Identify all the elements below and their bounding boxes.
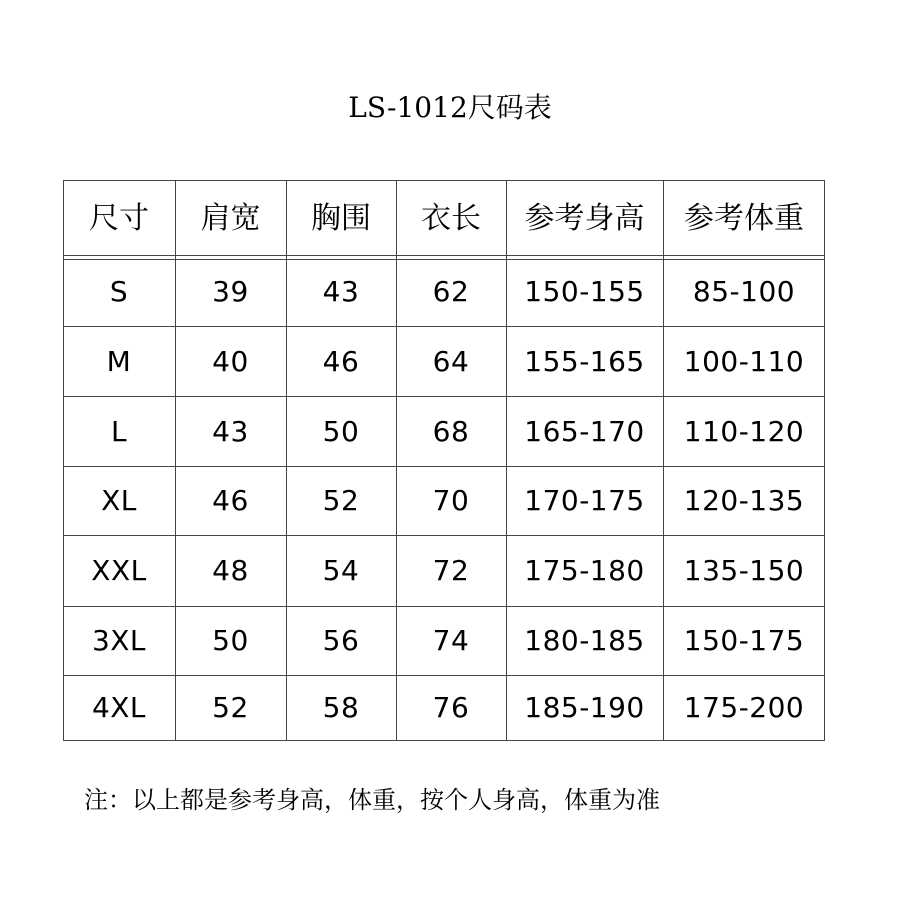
table-cell: 85-100 [692,275,796,308]
header-cell: 胸围 [311,200,371,236]
table-cell: 120-135 [683,484,805,517]
size-label-cell: M [106,344,132,378]
table-cell: 56 [322,624,360,657]
size-label-cell: XXL [91,554,147,587]
header-cell: 衣长 [421,200,481,236]
table-cell: 180-185 [524,624,645,657]
table-cell: 64 [432,344,470,378]
table-cell: 175-200 [683,691,805,724]
table-cell: 72 [432,554,470,587]
size-label-cell: 3XL [91,624,147,657]
table-cell: 39 [212,275,249,308]
table-cell: 76 [432,691,470,724]
header-cell: 肩宽 [200,200,261,236]
table-cell: 43 [212,414,249,448]
table-cell: 48 [212,554,249,587]
row-divider [63,740,825,741]
table-cell: 100-110 [683,344,805,378]
size-chart-table [63,180,825,740]
table-cell: 150-155 [524,275,645,308]
table-cell: 185-190 [524,691,645,724]
table-cell: 110-120 [683,414,805,448]
table-cell: 155-165 [524,344,645,378]
footnote: 注：以上都是参考身高，体重，按个人身高，体重为准 [84,786,660,814]
table-cell: 135-150 [683,554,805,587]
table-cell: 54 [322,554,360,587]
table-cell: 52 [212,691,249,724]
table-cell: 50 [322,414,360,448]
header-cell: 参考体重 [684,200,804,236]
table-cell: 68 [432,414,470,448]
table-cell: 46 [212,484,249,517]
table-cell: 165-170 [524,414,645,448]
table-cell: 40 [212,344,249,378]
table-cell: 62 [432,275,470,308]
size-label-cell: S [109,275,129,308]
table-cell: 70 [432,484,470,517]
table-cell: 170-175 [524,484,645,517]
table-cell: 150-175 [683,624,805,657]
table-cell: 50 [212,624,249,657]
header-cell: 参考身高 [524,200,645,236]
header-cell: 尺寸 [89,200,149,236]
table-cell: 52 [322,484,360,517]
table-cell: 175-180 [524,554,645,587]
size-label-cell: XL [101,484,137,517]
table-cell: 43 [322,275,360,308]
size-label-cell: 4XL [91,691,147,724]
table-cell: 46 [322,344,360,378]
table-cell: 74 [432,624,470,657]
table-cell: 58 [322,691,360,724]
page-title: LS-1012尺码表 [348,91,552,124]
size-label-cell: L [110,414,128,448]
